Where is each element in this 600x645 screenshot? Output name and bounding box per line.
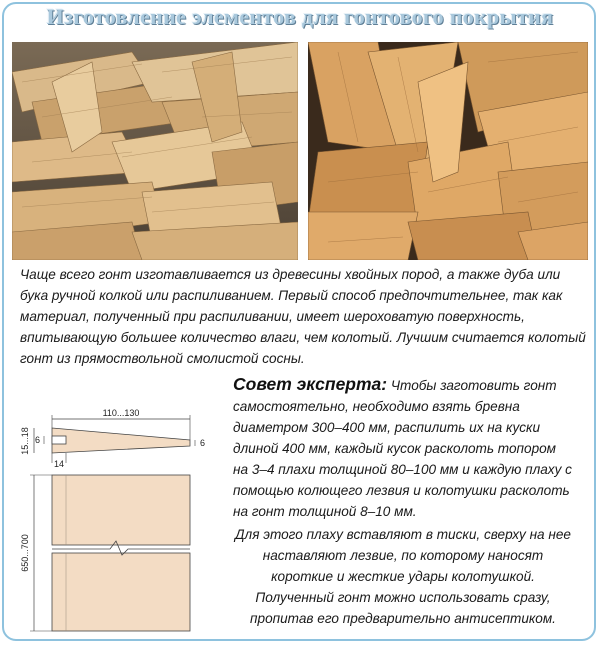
advice-text: Чтобы заготовить гонт самостоятельно, необходимо взять бревна диаметром 300–400 мм, распилить их на куски длиной 400 мм, каждый кусок расколоть топором на 3–4 плахи толщиной 80–100 мм и каждую плаху с помощью колющего лезвия и колотушки расколоть на гонт толщиной 8–10 мм. — [233, 378, 572, 519]
split-shingles-photo — [308, 42, 588, 260]
length-label: 650...700 — [20, 534, 30, 572]
shingle-dimension-diagram — [10, 405, 225, 635]
shingles-pile-photo — [12, 42, 298, 260]
advice-heading: Совет эксперта: — [233, 374, 388, 394]
expert-advice — [233, 374, 573, 522]
intro-paragraph: Чаще всего гонт изготавливается из древесины хвойных пород, а также дуба или бука ручной колкой или распиливанием. Первый способ предпочтительнее, так как материал, полученный при распиливании, имеет шероховатую поверхность, впитывающую большее количество влаги, чем колотый. Лучшим считается колотый гонт из прямоствольной смолистой сосны. — [20, 267, 586, 366]
width-label: 110...130 — [102, 408, 140, 418]
page-title: Изготовление элементов для гонтового покрытия — [46, 4, 554, 29]
groove-label: 6 — [34, 435, 40, 445]
tongue-label: 14 — [53, 459, 65, 469]
height-label: 15...18 — [20, 427, 30, 455]
advice-paragraph-2: Для этого плаху вставляют в тиски, сверху на нее наставляют лезвие, по которому наносят короткие и жесткие удары колотушкой. Полученный гонт можно использовать сразу, пропитав его предварительно антисептиком. — [234, 527, 571, 626]
tip-label: 6 — [200, 438, 206, 448]
